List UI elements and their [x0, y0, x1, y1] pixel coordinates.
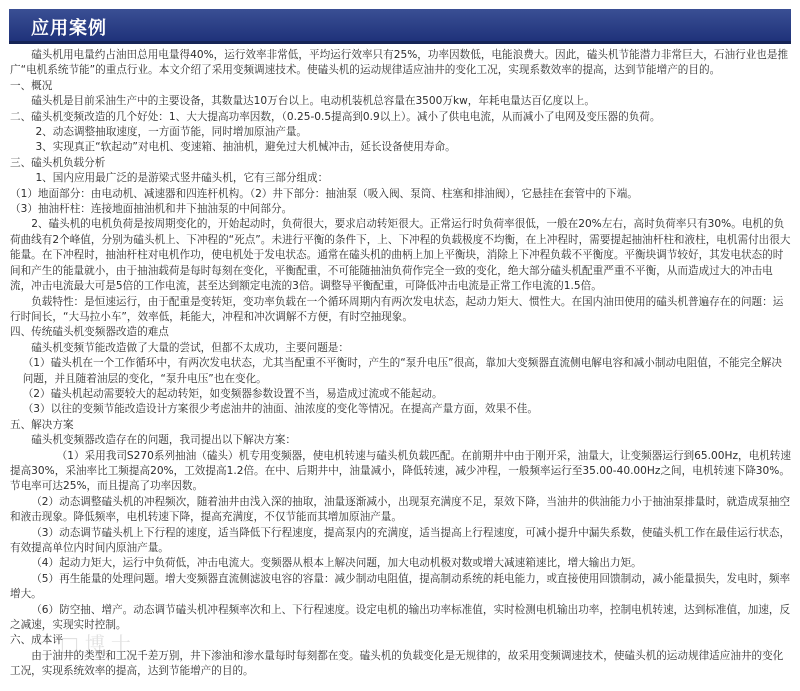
- list-item: （6）防空抽、增产。动态调节磕头机冲程频率次和上、下行程速度。设定电机的输出功率标准值，实时检测电机输出功率，控制电机转速，达到标准值，加速，反之减速，实现实时控制。: [10, 603, 791, 632]
- paragraph: 磕头机变频节能改造做了大量的尝试，但都不太成功，主要问题是：: [31, 341, 349, 354]
- list-item: （3）抽油杆柱：连接地面抽油机和井下抽油泵的中间部分。: [10, 203, 293, 216]
- paragraph: 磕头机变频器改造存在的问题，我司提出以下解决方案：: [31, 434, 297, 447]
- list-item: （2）动态调整磕头机的冲程频次，随着油井由浅入深的抽取，油量逐渐减小，出现泵充满度不足，泵效下降，当油井的供油能力小于抽油泵排量时，就造成泵抽空和液击现象。降低频率，电机转速下降，提高充满度，不仅节能而其增加原油产量。: [10, 495, 791, 524]
- list-item: （1）地面部分：由电动机、减速器和四连杆机构。（2）井下部分：抽油泵（吸入阀、泵筒、柱塞和排油阀），它悬挂在套管中的下端。: [10, 187, 638, 200]
- section-heading-1: 一、概况: [10, 79, 53, 92]
- paragraph: 磕头机是目前采油生产中的主要设备，其数量达10万台以上。电动机装机总容量在3500万kw，年耗电量达百亿度以上。: [31, 95, 595, 108]
- list-item: （3）以往的变频节能改造设计方案很少考虑油井的油面、油浓度的变化等情况。在提高产量方面，效果不佳。: [22, 403, 538, 416]
- paragraph: 2、磕头机的电机负荷是按周期变化的，开始起动时，负荷很大，要求启动转矩很大。正常运行时负荷率很低，一般在20%左右，高时负荷率只有30%。电机的负荷曲线有2个峰值，分别为磕头机上、下冲程的“死点”。未进行平衡的条件下，上、下冲程的负载极度不均衡，在上冲程时，需要提起抽油杆柱和液柱，电机需付出很大能量。在下冲程时，抽油杆柱对电机作功，使电机处于发电状态。通常在磕头机的曲柄上加上平衡块，消除上下冲程负载不平衡度。平衡块调节较好，其发电状态的时间和产生的能量就小，由于抽油载荷是每时每刻在变化，平衡配重，不可能随抽油负荷作完全一致的变化，绝大部分磕头机配重严重不平衡，从而造成过大的冲击电流，冲击电流最大可是5倍的工作电流，甚至达到额定电流的3倍。调整导平衡配重，可降低冲击电流是正常工作电流的1.5倍。: [10, 218, 791, 293]
- list-item: （1）磕头机在一个工作循环中，有两次发电状态，尤其当配重不平衡时，产生的“泵升电压”很高，靠加大变频器直流侧电解电容和减小制动电阻值，不能完全解决问题，并且随着油层的变化，“泵升电压”也在变化。: [22, 357, 782, 385]
- list-item: （5）再生能量的处理问题。增大变频器直流侧滤波电容的容量：减少制动电阻值，提高制动系统的耗电能力，或直接使用回馈制动，减小能量损失，发电时，频率增大。: [10, 572, 791, 601]
- list-item: 2、动态调整抽取速度，一方面节能，同时增加原油产量。: [35, 126, 308, 139]
- article-body: [10, 48, 792, 680]
- intro-paragraph: 磕头机用电量约占油田总用电量得40%，运行效率非常低，平均运行效率只有25%，功率因数低，电能浪费大。因此，磕头机节能潜力非常巨大，石油行业也是推广“电机系统节能”的重点行业。本文介绍了采用变频调速技术。使磕头机的运动规律适应油井的变化工况，实现系数效率的提高，达到节能增产的目的。: [10, 49, 789, 77]
- list-item: 1、国内应用最广泛的是游梁式竖井磕头机，它有三部分组成：: [35, 172, 329, 185]
- section-heading-2: 二、磕头机变频改造的几个好处：1、大大提高功率因数，（0.25-0.5提高到0.9以上）。减小了供电电流，从而减小了电网及变压器的负荷。: [10, 110, 661, 123]
- paragraph: 负载特性：是恒速运行，由于配重是变转矩，变功率负载在一个循环周期内有两次发电状态，起动力矩大、惯性大。在国内油田使用的磕头机普遍存在的问题：运行时间长，“大马拉小车”，效率低，耗能大，冲程和冲次调解不方便，有时空抽现象。: [10, 295, 784, 323]
- section-heading-4: 四、传统磕头机变频器改造的难点: [10, 326, 169, 339]
- section-heading-3: 三、磕头机负载分析: [10, 156, 106, 169]
- list-item: （2）磕头机起动需要较大的起动转矩，如变频器参数设置不当，易造成过流或不能起动。: [22, 387, 443, 400]
- section-banner: [9, 9, 791, 44]
- section-heading-5: 五、解决方案: [10, 418, 74, 431]
- list-item: （3）动态调节磕头机上下行程的速度，适当降低下行程速度，提高泵内的充满度，适当提高上行程速度，可减小提升中漏失系数，使磕头机工作在最佳运行状态，有效提高单位内时间内原油产量。: [10, 526, 791, 554]
- list-item: 3、实现真正“软起动”对电机、变速箱、抽油机，避免过大机械冲击，延长设备使用寿命。: [35, 141, 456, 154]
- section-heading-6: 六、成本评: [10, 634, 63, 647]
- list-item: （1）采用我司S270系列抽油（磕头）机专用变频器，使电机转速与磕头机负载匹配。在前期井中由于刚开采，油量大，让变频器运行到65.00Hz，电机转速提高30%，采油率比工频提高20%，工效提高1.2倍。在中、后期井中，油量减小，降低转速，减少冲程，一般频率运行至35.00-40.00Hz之间，电机转速下降30%。节电率可达25%，而且提高了功率因数。: [10, 449, 791, 493]
- paragraph: 由于油井的类型和工况千差万别，井下渗油和渗水量每时每刻都在变。磕头机的负载变化是无规律的，故采用变频调速技术，使磕头机的运动规律适应油井的变化工况，实现系统效率的提高，达到节能增产的目的。: [10, 649, 784, 678]
- watermark-logo: □博士: [60, 632, 137, 656]
- page-title: 应用案例: [31, 18, 107, 39]
- list-item: （4）起动力矩大，运行中负荷低，冲击电流大。变频器从根本上解决问题，加大电动机极对数或增大减速箱速比，增大输出力矩。: [31, 557, 642, 570]
